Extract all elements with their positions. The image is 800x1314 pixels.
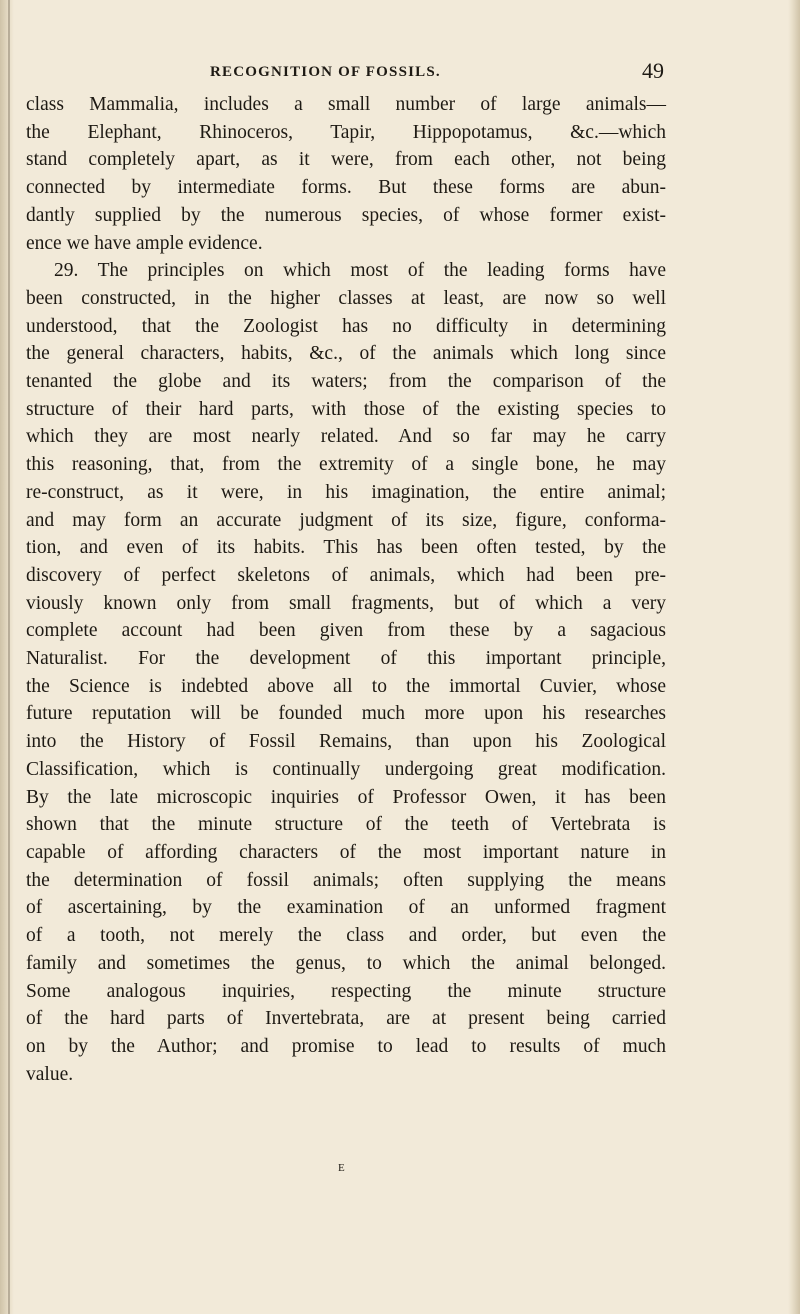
text-line: shown that the minute structure of the teeth of Vertebrata is [26, 814, 666, 836]
text-line: tion, and even of its habits. This has been often tested, by the [26, 537, 666, 559]
text-line: family and sometimes the genus, to which the animal belonged. [26, 952, 666, 974]
text-line: understood, that the Zoologist has no difficulty in determining [26, 315, 666, 337]
page-number: 49 [642, 58, 664, 83]
signature-mark: E [338, 1162, 345, 1174]
text-line: of the hard parts of Invertebrata, are at present being carried [26, 1008, 666, 1030]
text-line: this reasoning, that, from the extremity of a single bone, he may [26, 454, 666, 476]
text-line: Some analogous inquiries, respecting the minute structure [26, 980, 666, 1002]
text-line: the Elephant, Rhinoceros, Tapir, Hippopotamus, &c.—which [26, 121, 666, 143]
text-line: the Science is indebted above all to the immortal Cuvier, whose [26, 675, 666, 697]
text-line: stand completely apart, as it were, from each other, not being [26, 149, 666, 171]
text-line: into the History of Fossil Remains, than upon his Zoological [26, 731, 666, 753]
body-text [26, 91, 666, 1088]
text-line: viously known only from small fragments, but of which a very [26, 592, 666, 614]
text-line: structure of their hard parts, with those of the existing species to [26, 398, 666, 420]
text-line: discovery of perfect skeletons of animals, which had been pre- [26, 564, 666, 586]
text-line: Classification, which is continually undergoing great modification. [26, 758, 666, 780]
text-line: re-construct, as it were, in his imagination, the entire animal; [26, 481, 666, 503]
text-line: complete account had been given from these by a sagacious [26, 620, 666, 642]
page-edge-shadow [788, 0, 800, 1314]
text-line: capable of affording characters of the most important nature in [26, 841, 666, 863]
text-line: and may form an accurate judgment of its size, figure, conforma- [26, 509, 666, 531]
text-line: been constructed, in the higher classes at least, are now so well [26, 287, 666, 309]
text-line: tenanted the globe and its waters; from the comparison of the [26, 371, 666, 393]
text-line: ence we have ample evidence. [26, 232, 263, 254]
text-line: By the late microscopic inquiries of Professor Owen, it has been [26, 786, 666, 808]
text-line: the determination of fossil animals; often supplying the means [26, 869, 666, 891]
text-line: Naturalist. For the development of this important principle, [26, 648, 666, 670]
page-gutter-shadow [0, 0, 14, 1314]
text-line: value. [26, 1063, 74, 1085]
text-line: on by the Author; and promise to lead to results of much [26, 1035, 666, 1057]
running-head: RECOGNITION OF FOSSILS. [210, 64, 441, 80]
text-line: of a tooth, not merely the class and order, but even the [26, 925, 666, 947]
paragraph-29-start: 29. The principles on which most of the leading forms have [54, 260, 666, 282]
text-line: connected by intermediate forms. But these forms are abun- [26, 177, 666, 199]
page-header [0, 58, 800, 88]
text-line: dantly supplied by the numerous species, of whose former exist- [26, 204, 666, 226]
text-line: future reputation will be founded much more upon his researches [26, 703, 666, 725]
text-line: of ascertaining, by the examination of an unformed fragment [26, 897, 666, 919]
text-line: class Mammalia, includes a small number of large animals— [26, 94, 666, 115]
text-line: which they are most nearly related. And so far may he carry [26, 426, 666, 448]
binding-edge-line [8, 0, 10, 1314]
text-line: the general characters, habits, &c., of the animals which long since [26, 343, 666, 365]
